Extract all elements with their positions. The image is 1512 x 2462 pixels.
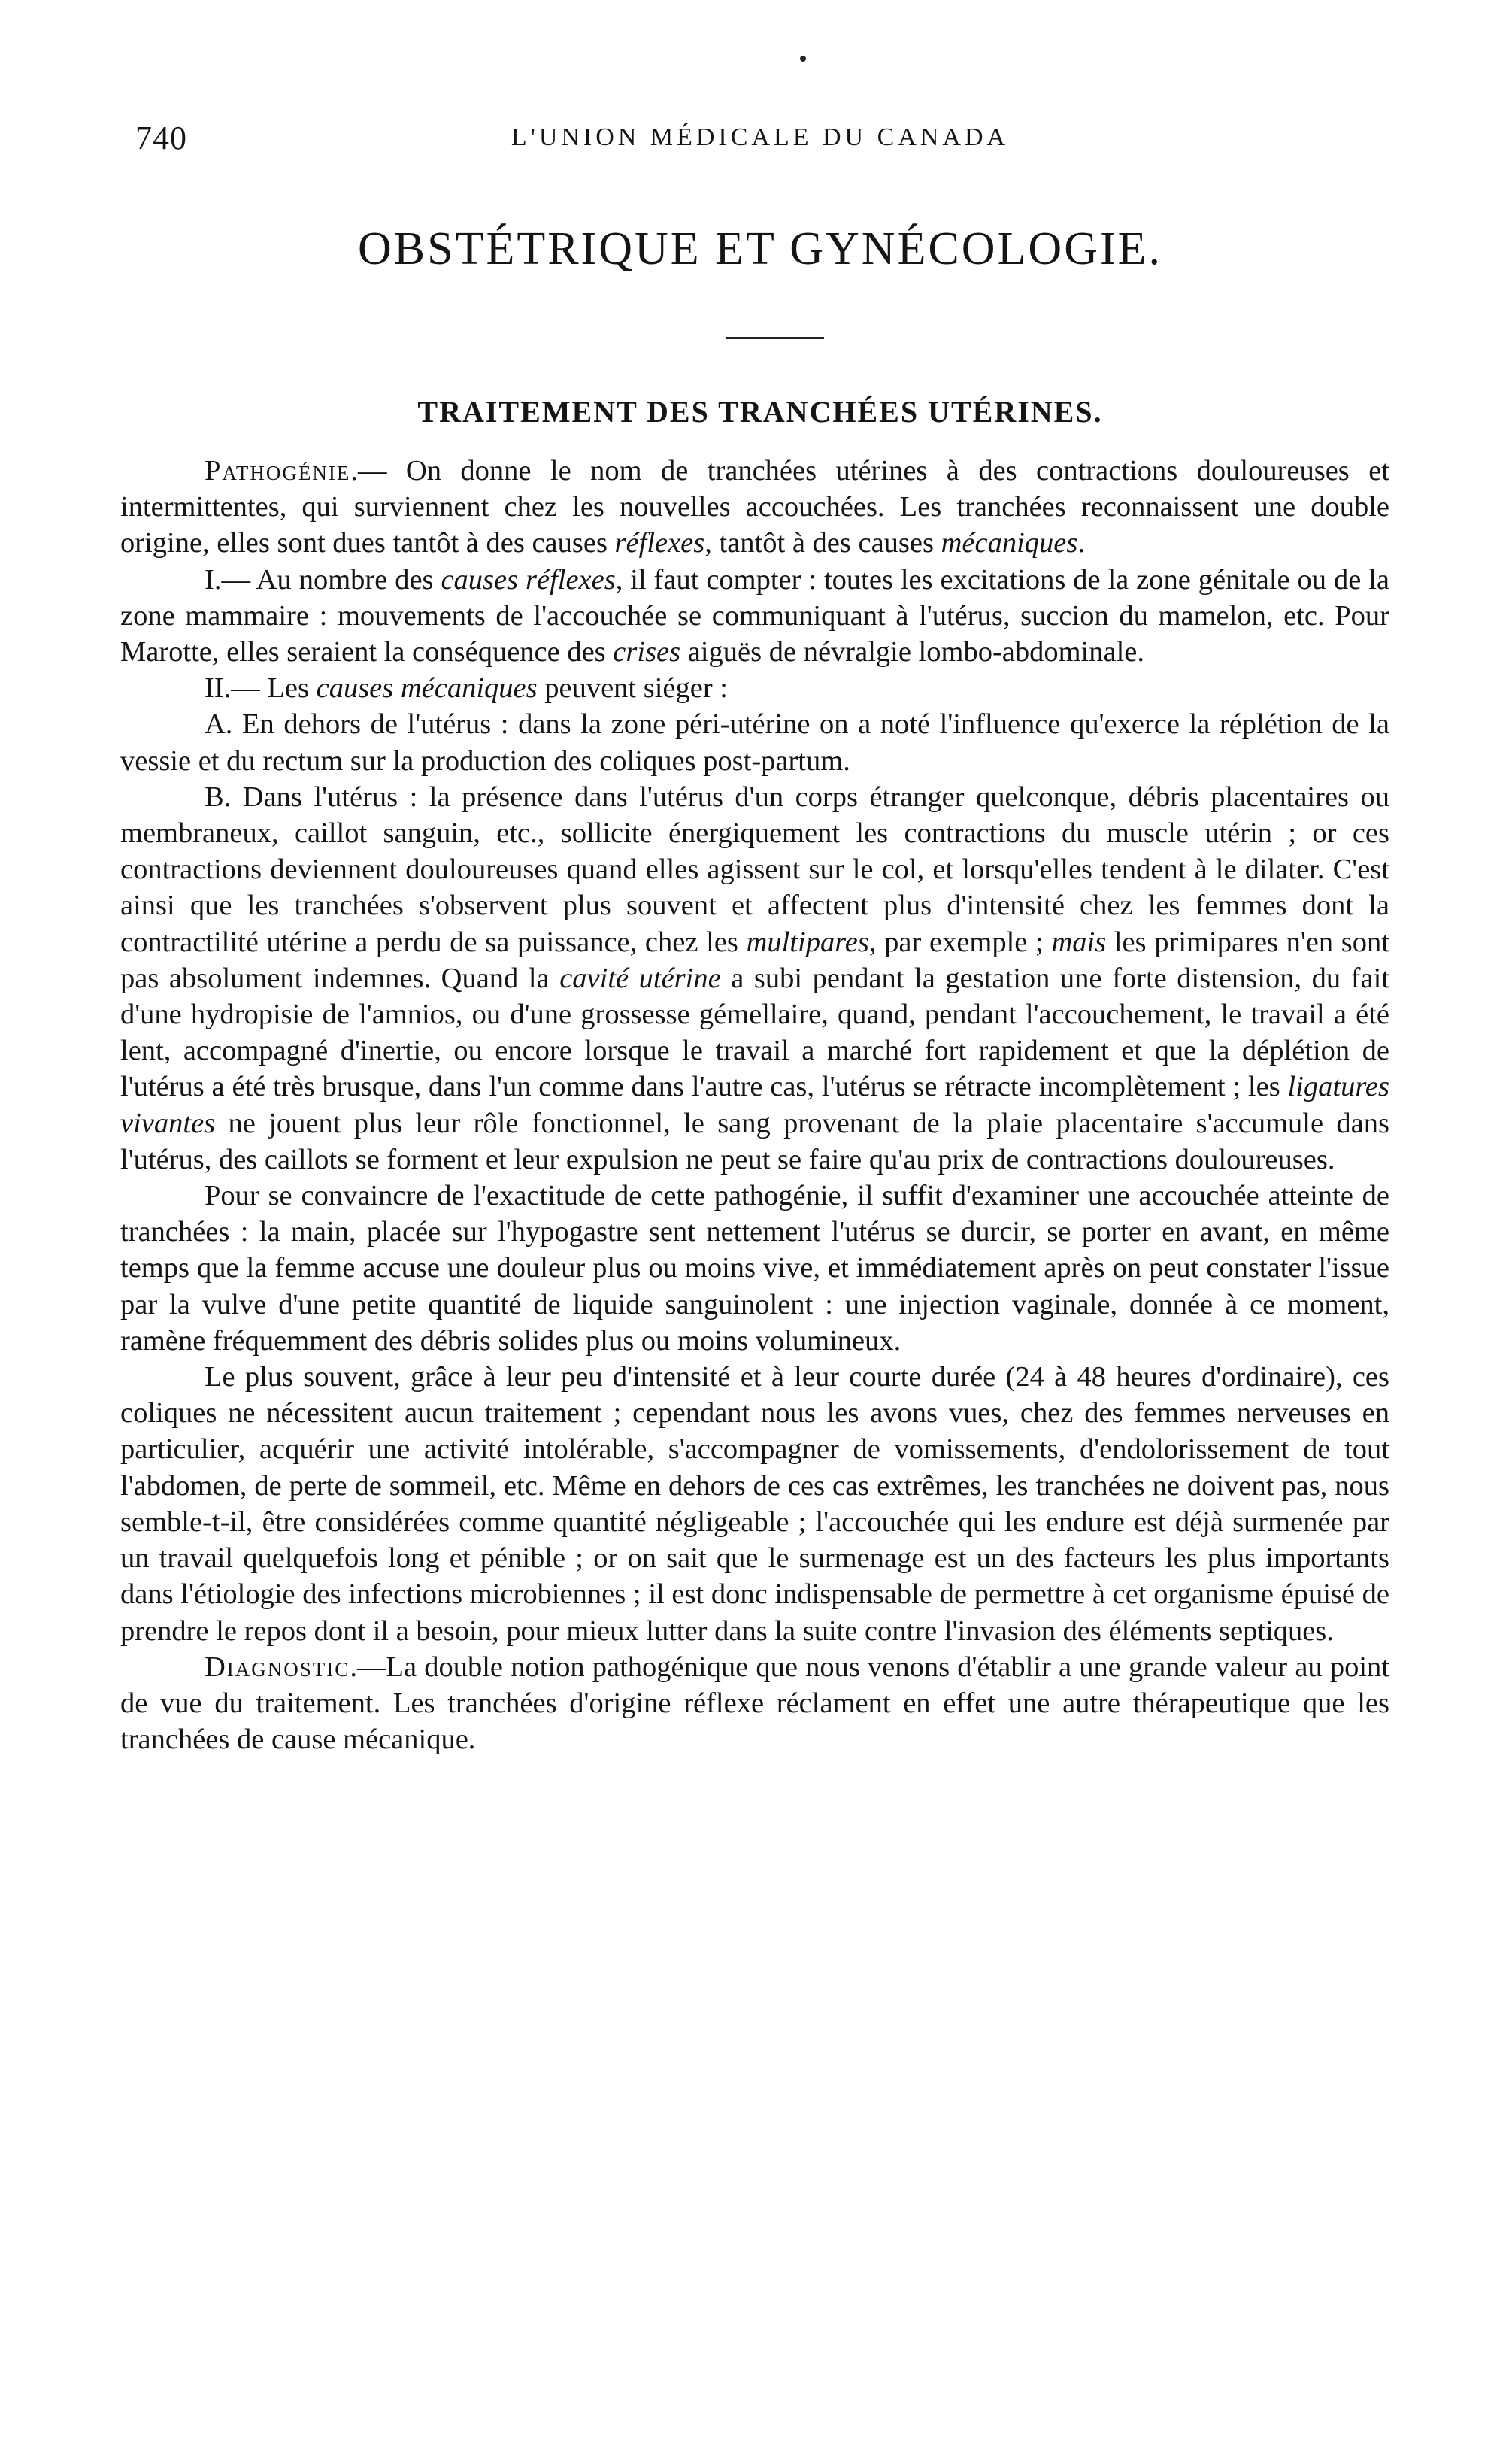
- paragraph-text: .— On donne le nom de tranchées utérines à des contractions douloureuses et intermittentes, qui surviennent chez les nouvelles accouchées. Les tranchées reconnaissent une double origine, elles sont dues tantôt à des causes: [120, 455, 1389, 559]
- paragraph-text: A. En dehors de l'utérus : dans la zone péri-utérine on a noté l'influence qu'exerce la réplétion de la vessie et du rectum sur la production des coliques post-partum.: [120, 708, 1389, 777]
- paragraph-causes-reflexes: [120, 562, 1389, 671]
- paragraph-label-diagnostic: Diagnostic: [205, 1651, 350, 1683]
- paragraph-text: I.— Au nombre des: [205, 563, 441, 596]
- italic-term: réflexes: [614, 527, 705, 559]
- journal-title: L'UNION MÉDICALE DU CANADA: [511, 123, 1010, 151]
- paragraph-text: Pour se convaincre de l'exactitude de cette pathogénie, il suffit d'examiner une accouchée atteinte de tranchées : la main, placée sur l'hypogastre sent nettement l'utérus se durcir, se porter en avant, en même temps que la femme accuse une douleur plus ou moins vive, et immédiatement après on peut constater l'issue par la vulve d'une petite quantité de liquide sanguinolent : une injection vaginale, donnée à ce moment, ramène fréquemment des débris solides plus ou moins volumineux.: [120, 1180, 1389, 1357]
- italic-term: mécaniques: [941, 527, 1078, 559]
- paragraph-label-pathogenie: Pathogénie: [205, 455, 351, 487]
- italic-term: ligatures vivantes: [120, 1071, 1389, 1139]
- paragraph-text: II.— Les: [205, 672, 317, 705]
- italic-term: causes mécaniques: [316, 672, 538, 705]
- paragraph-text: , par exemple ;: [868, 926, 1052, 958]
- print-speck: [800, 56, 806, 62]
- paragraph-text: ne jouent plus leur rôle fonctionnel, le sang provenant de la plaie placentaire s'accumule dans l'utérus, des caillots se forment et leur expulsion ne peut se faire qu'au prix de contractions douloureuses.: [120, 1107, 1389, 1175]
- paragraph-text: peuvent siéger :: [537, 672, 728, 705]
- paragraph-causes-mecaniques: [120, 670, 1389, 706]
- paragraph-conviction: [120, 1178, 1389, 1359]
- paragraph-text: B. Dans l'utérus : la présence dans l'utérus d'un corps étranger quelconque, débris placentaires ou membraneux, caillot sanguin, etc., sollicite énergiquement les contractions du muscle utérin ; or ces contractions deviennent douloureuses quand elles agissent sur le col, et lorsqu'elles tendent à le dilater. C'est ainsi que les tranchées s'observent plus souvent et affectent plus d'intensité chez les femmes dont la contractilité utérine a perdu de sa puissance, chez les: [120, 781, 1389, 958]
- title-rule: [726, 337, 824, 339]
- paragraph-text: les primipares n'en sont pas absolument indemnes. Quand la: [120, 926, 1389, 994]
- paragraph-hors-uterus: [120, 706, 1389, 778]
- running-header: [135, 119, 1385, 164]
- paragraph-text: , il faut compter : toutes les excitations de la zone génitale ou de la zone mammaire : mouvements de l'accouchée se communiquant à l'utérus, succion du mamelon, etc. Pour Marotte, elles seraient la conséquence des: [120, 563, 1389, 669]
- paragraph-text: , tantôt à des causes: [704, 527, 941, 559]
- paragraph-text: .—La double notion pathogénique que nous venons d'établir a une grande valeur au point de vue du traitement. Les tranchées d'origine réflexe réclament en effet une autre thérapeutique que les tranchées de cause mécanique.: [120, 1651, 1389, 1756]
- paragraph-pathogenie: [120, 453, 1389, 562]
- paragraph-diagnostic: [120, 1649, 1389, 1758]
- paragraph-text: .: [1077, 527, 1085, 559]
- paragraph-dans-uterus: [120, 779, 1389, 1178]
- italic-term: cavité utérine: [559, 962, 721, 994]
- page-number: 740: [135, 120, 187, 156]
- paragraph-traitement: [120, 1359, 1389, 1649]
- italic-term: crises: [613, 636, 681, 669]
- italic-term: multipares: [746, 926, 869, 958]
- article-body: [120, 453, 1389, 1757]
- section-title: OBSTÉTRIQUE ET GYNÉCOLOGIE.: [357, 223, 1163, 274]
- italic-term: causes réflexes: [441, 563, 616, 596]
- article-title: TRAITEMENT DES TRANCHÉES UTÉRINES.: [417, 395, 1103, 429]
- paragraph-text: Le plus souvent, grâce à leur peu d'intensité et à leur courte durée (24 à 48 heures d'ordinaire), ces coliques ne nécessitent aucun traitement ; cependant nous les avons vues, chez des femmes nerveuses en particulier, acquérir une activité intolérable, s'accompagner de vomissements, d'endolorissement de tout l'abdomen, de perte de sommeil, etc. Même en dehors de ces cas extrêmes, les tranchées ne doivent pas, nous semble-t-il, être considérées comme quantité négligeable ; l'accouchée qui les endure est déjà surmenée par un travail quelquefois long et pénible ; or on sait que le surmenage est un des facteurs les plus importants dans l'étiologie des infections microbiennes ; il est donc indispensable de permettre à cet organisme épuisé de prendre le repos dont il a besoin, pour mieux lutter dans la suite contre l'invasion des éléments septiques.: [120, 1361, 1389, 1647]
- paragraph-text: a subi pendant la gestation une forte distension, du fait d'une hydropisie de l'amnios, ou d'une grossesse gémellaire, quand, pendant l'accouchement, le travail a été lent, accompagné d'inertie, ou encore lorsque le travail a marché fort rapidement et que la déplétion de l'utérus a été très brusque, dans l'un comme dans l'autre cas, l'utérus se rétracte incomplètement ; les: [120, 962, 1389, 1103]
- italic-term: mais: [1051, 926, 1107, 958]
- paragraph-text: aiguës de névralgie lombo-abdominale.: [680, 636, 1144, 669]
